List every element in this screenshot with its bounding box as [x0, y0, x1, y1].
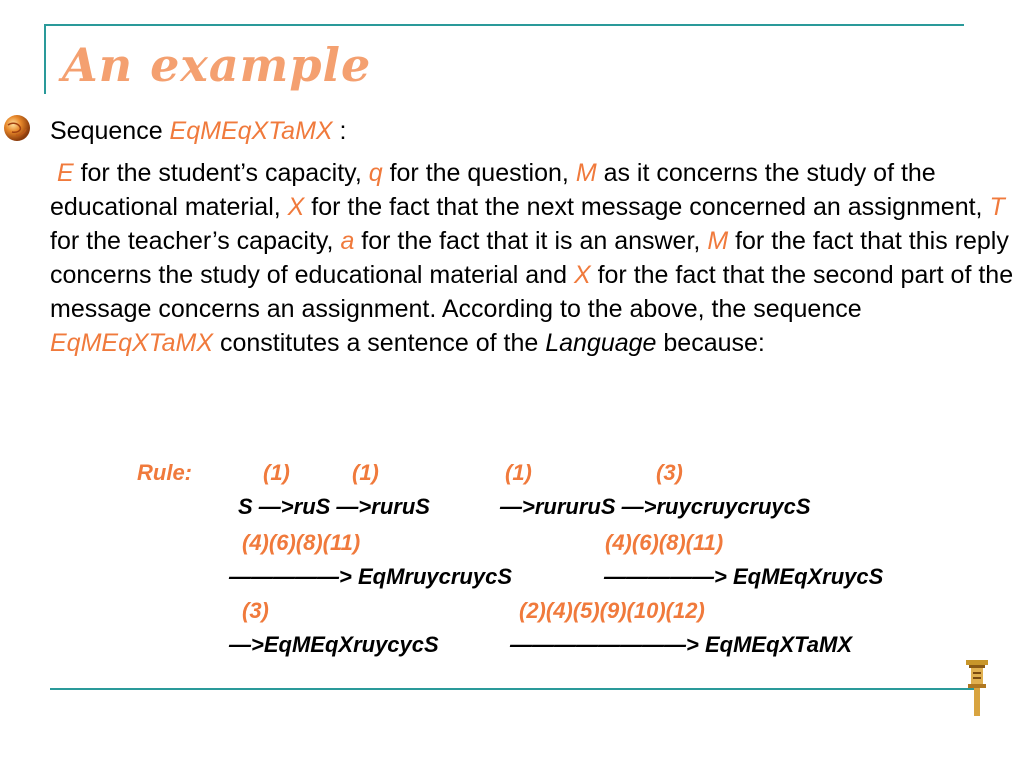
sequence-value-2: EqMEqXTaMX — [50, 329, 214, 357]
sequence-label: Sequence — [50, 117, 170, 145]
rule-set: (4)(6)(8)(11) — [242, 530, 361, 555]
text-10: because: — [656, 329, 765, 357]
sequence-line — [50, 116, 347, 146]
bottom-divider — [50, 688, 980, 690]
rule-number: (3) — [656, 460, 683, 485]
derivation-step: ————————> EqMEqXTaMX — [510, 632, 853, 657]
derivation-step: S —>ruS —>ruruS — [238, 494, 430, 519]
derivation-step: —————> EqMEqXruycS — [604, 564, 884, 589]
sequence-value: EqMEqXTaMX — [169, 117, 333, 145]
symbol-x: X — [287, 193, 305, 221]
symbol-x-2: X — [573, 261, 591, 289]
derivation-step: —>rururuS —>ruycruycruycS — [500, 494, 811, 519]
text-1: for the student’s capacity, — [73, 159, 369, 187]
symbol-m-2: M — [707, 227, 729, 255]
rule-label: Rule: — [137, 460, 192, 485]
rule-set: (2)(4)(5)(9)(10)(12) — [519, 598, 705, 623]
symbol-t: T — [989, 193, 1005, 221]
explanation-paragraph — [50, 156, 1015, 360]
symbol-a: a — [340, 227, 355, 255]
text-2: for the question, — [382, 159, 576, 187]
column-ornament-icon — [962, 658, 992, 718]
language-term: Language — [545, 329, 657, 357]
rule-number: (3) — [242, 598, 269, 623]
rule-number: (1) — [505, 460, 532, 485]
text-6: for the fact that it is an answer, — [354, 227, 708, 255]
text-9: constitutes a sentence of the — [213, 329, 546, 357]
text-3: as it concerns the study of the educational material, — [50, 159, 936, 221]
symbol-m: M — [575, 159, 597, 187]
symbol-e: E — [56, 159, 74, 187]
slide-title: An example — [62, 38, 372, 92]
rule-set: (4)(6)(8)(11) — [605, 530, 724, 555]
rule-number: (1) — [352, 460, 379, 485]
left-divider — [44, 24, 46, 94]
text-7: for the fact that this reply concerns the study of educational material and — [50, 227, 1009, 289]
derivation-step: —————> EqMruycruycS — [229, 564, 513, 589]
text-5: for the teacher’s capacity, — [50, 227, 341, 255]
top-divider — [44, 24, 964, 26]
derivation-step: —>EqMEqXruycycS — [229, 632, 439, 657]
text-8: for the fact that the second part of the message concerns an assignment. According to the above, the sequence — [50, 261, 1014, 323]
rule-number: (1) — [263, 460, 290, 485]
sequence-colon: : — [332, 117, 347, 145]
bullet-ball-icon — [2, 113, 32, 143]
text-4: for the fact that the next message concerned an assignment, — [304, 193, 990, 221]
symbol-q: q — [368, 159, 383, 187]
